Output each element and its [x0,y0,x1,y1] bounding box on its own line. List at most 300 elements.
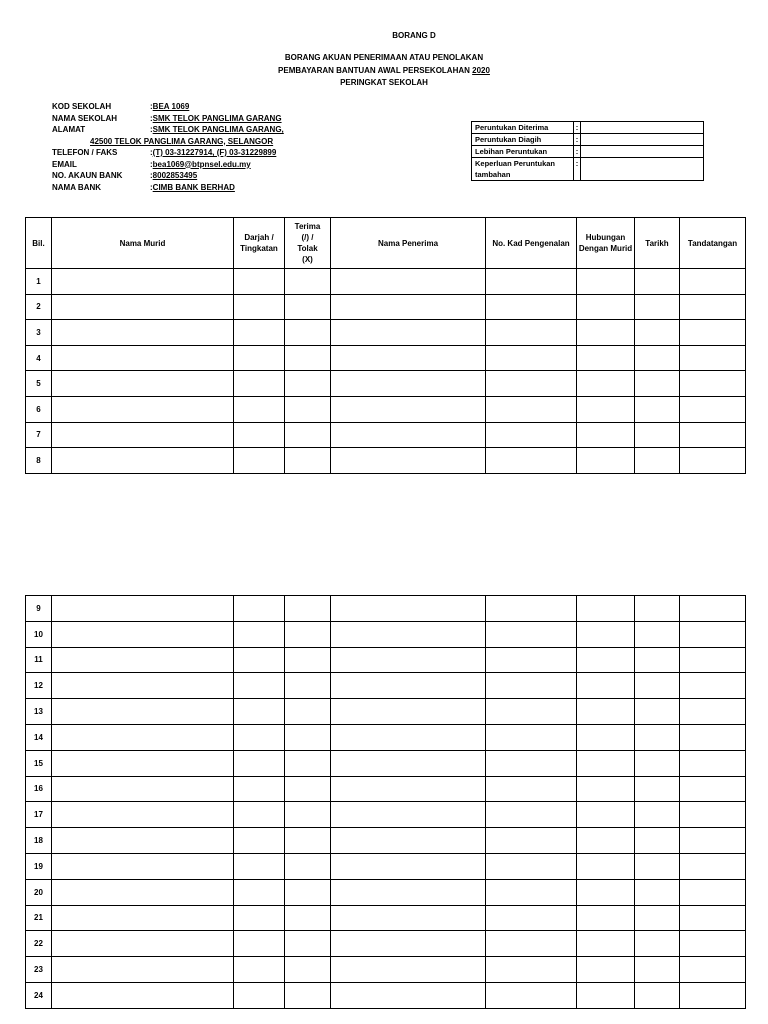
table-row [26,802,746,828]
cell-darjah[interactable] [234,673,285,699]
cell-kad-pengenalan[interactable] [486,853,577,879]
cell-hubungan[interactable] [577,294,635,320]
cell-kad-pengenalan[interactable] [486,802,577,828]
cell-bil: 11 [26,647,52,673]
cell-tandatangan[interactable] [680,982,746,1008]
cell-darjah[interactable] [234,345,285,371]
cell-kad-pengenalan[interactable] [486,724,577,750]
school-info-label: ALAMAT [52,125,86,134]
cell-bil: 21 [26,905,52,931]
cell-terima-tolak[interactable] [285,371,331,397]
cell-nama-murid[interactable] [52,621,234,647]
cell-hubungan[interactable] [577,776,635,802]
school-info-row [52,170,284,182]
cell-tandatangan[interactable] [680,647,746,673]
cell-hubungan[interactable] [577,699,635,725]
allocation-label: Keperluan Peruntukan tambahan [472,158,574,181]
cell-kad-pengenalan[interactable] [486,596,577,622]
cell-nama-murid[interactable] [52,776,234,802]
cell-kad-pengenalan[interactable] [486,269,577,295]
cell-kad-pengenalan[interactable] [486,957,577,983]
cell-hubungan[interactable] [577,957,635,983]
cell-kad-pengenalan[interactable] [486,982,577,1008]
cell-tandatangan[interactable] [680,828,746,854]
cell-darjah[interactable] [234,957,285,983]
allocation-colon: : [574,158,581,181]
cell-nama-murid[interactable] [52,396,234,422]
cell-hubungan[interactable] [577,750,635,776]
cell-tarikh[interactable] [635,724,680,750]
allocation-row [472,146,704,158]
cell-terima-tolak[interactable] [285,699,331,725]
cell-kad-pengenalan[interactable] [486,905,577,931]
allocation-row [472,134,704,146]
cell-tandatangan[interactable] [680,905,746,931]
cell-terima-tolak[interactable] [285,724,331,750]
cell-kad-pengenalan[interactable] [486,621,577,647]
cell-kad-pengenalan[interactable] [486,294,577,320]
cell-tandatangan[interactable] [680,345,746,371]
cell-hubungan[interactable] [577,621,635,647]
cell-kad-pengenalan[interactable] [486,750,577,776]
cell-kad-pengenalan[interactable] [486,699,577,725]
cell-kad-pengenalan[interactable] [486,879,577,905]
table-header-row [26,218,746,269]
cell-terima-tolak[interactable] [285,673,331,699]
cell-nama-murid[interactable] [52,750,234,776]
recipient-table-page1 [25,217,746,474]
school-info-separator: : [150,171,153,180]
cell-terima-tolak[interactable] [285,905,331,931]
allocation-row [472,158,704,181]
cell-terima-tolak[interactable] [285,647,331,673]
cell-tarikh[interactable] [635,802,680,828]
cell-hubungan[interactable] [577,802,635,828]
column-header: Terima (/) / Tolak (X) [285,218,331,269]
cell-terima-tolak[interactable] [285,621,331,647]
cell-nama-murid[interactable] [52,724,234,750]
cell-nama-murid[interactable] [52,269,234,295]
table-row [26,396,746,422]
cell-bil: 5 [26,371,52,397]
cell-hubungan[interactable] [577,931,635,957]
cell-nama-penerima[interactable] [331,750,486,776]
cell-nama-penerima[interactable] [331,647,486,673]
cell-tandatangan[interactable] [680,320,746,346]
table-row [26,957,746,983]
allocation-row [472,122,704,134]
allocation-label: Peruntukan Diterima [472,122,574,134]
cell-darjah[interactable] [234,853,285,879]
column-header: No. Kad Pengenalan [486,218,577,269]
table-row [26,371,746,397]
cell-terima-tolak[interactable] [285,294,331,320]
cell-hubungan[interactable] [577,673,635,699]
cell-kad-pengenalan[interactable] [486,673,577,699]
cell-nama-penerima[interactable] [331,396,486,422]
cell-tandatangan[interactable] [680,448,746,474]
cell-hubungan[interactable] [577,596,635,622]
cell-hubungan[interactable] [577,422,635,448]
cell-terima-tolak[interactable] [285,828,331,854]
allocation-value[interactable] [581,146,704,158]
cell-terima-tolak[interactable] [285,269,331,295]
cell-tandatangan[interactable] [680,853,746,879]
cell-bil: 18 [26,828,52,854]
cell-tandatangan[interactable] [680,269,746,295]
cell-bil: 8 [26,448,52,474]
cell-nama-murid[interactable] [52,647,234,673]
cell-tarikh[interactable] [635,828,680,854]
cell-hubungan[interactable] [577,879,635,905]
cell-nama-murid[interactable] [52,294,234,320]
cell-kad-pengenalan[interactable] [486,422,577,448]
cell-kad-pengenalan[interactable] [486,396,577,422]
form-title-year: 2020 [472,66,490,75]
cell-nama-penerima[interactable] [331,673,486,699]
cell-nama-murid[interactable] [52,879,234,905]
cell-darjah[interactable] [234,371,285,397]
cell-terima-tolak[interactable] [285,320,331,346]
cell-hubungan[interactable] [577,905,635,931]
table-row [26,673,746,699]
cell-hubungan[interactable] [577,269,635,295]
school-info-row [52,113,284,125]
school-info-separator: : [150,159,153,169]
cell-kad-pengenalan[interactable] [486,448,577,474]
cell-hubungan[interactable] [577,396,635,422]
allocation-value[interactable] [581,122,704,134]
cell-nama-murid[interactable] [52,957,234,983]
cell-bil: 7 [26,422,52,448]
cell-terima-tolak[interactable] [285,776,331,802]
cell-darjah[interactable] [234,931,285,957]
cell-nama-penerima[interactable] [331,448,486,474]
cell-terima-tolak[interactable] [285,596,331,622]
table-row [26,931,746,957]
cell-nama-murid[interactable] [52,802,234,828]
cell-terima-tolak[interactable] [285,750,331,776]
allocation-value[interactable] [581,134,704,146]
cell-terima-tolak[interactable] [285,422,331,448]
cell-darjah[interactable] [234,396,285,422]
cell-tarikh[interactable] [635,422,680,448]
cell-nama-penerima[interactable] [331,982,486,1008]
allocation-label: Peruntukan Diagih [472,134,574,146]
table-row [26,879,746,905]
cell-nama-penerima[interactable] [331,294,486,320]
cell-nama-penerima[interactable] [331,957,486,983]
allocation-value[interactable] [581,158,704,181]
cell-darjah[interactable] [234,982,285,1008]
table-row [26,750,746,776]
table-row [26,647,746,673]
cell-nama-murid[interactable] [52,982,234,1008]
cell-tarikh[interactable] [635,750,680,776]
cell-tandatangan[interactable] [680,621,746,647]
cell-kad-pengenalan[interactable] [486,776,577,802]
cell-tandatangan[interactable] [680,724,746,750]
school-info-value: bea1069@btpnsel.edu.my [152,159,251,169]
cell-terima-tolak[interactable] [285,982,331,1008]
cell-tarikh[interactable] [635,345,680,371]
school-info-separator: : [150,113,153,123]
cell-nama-murid[interactable] [52,345,234,371]
school-info-label: NO. AKAUN BANK [52,171,123,180]
cell-nama-murid[interactable] [52,320,234,346]
cell-darjah[interactable] [234,750,285,776]
cell-hubungan[interactable] [577,724,635,750]
cell-bil: 13 [26,699,52,725]
cell-darjah[interactable] [234,320,285,346]
cell-bil: 16 [26,776,52,802]
cell-darjah[interactable] [234,294,285,320]
table-row [26,621,746,647]
cell-terima-tolak[interactable] [285,853,331,879]
cell-nama-murid[interactable] [52,422,234,448]
cell-darjah[interactable] [234,776,285,802]
table-row [26,345,746,371]
cell-nama-penerima[interactable] [331,776,486,802]
cell-tandatangan[interactable] [680,802,746,828]
school-info-value: CIMB BANK BERHAD [152,182,235,192]
cell-hubungan[interactable] [577,345,635,371]
cell-tarikh[interactable] [635,776,680,802]
cell-tandatangan[interactable] [680,396,746,422]
allocation-label: Lebihan Peruntukan [472,146,574,158]
cell-tarikh[interactable] [635,396,680,422]
column-header: Hubungan Dengan Murid [577,218,635,269]
form-title-line3: PERINGKAT SEKOLAH [340,78,428,87]
allocation-colon: : [574,146,581,158]
cell-bil: 4 [26,345,52,371]
cell-terima-tolak[interactable] [285,802,331,828]
cell-nama-penerima[interactable] [331,853,486,879]
cell-nama-murid[interactable] [52,828,234,854]
cell-tandatangan[interactable] [680,699,746,725]
table-row [26,596,746,622]
cell-nama-murid[interactable] [52,931,234,957]
cell-tarikh[interactable] [635,931,680,957]
cell-bil: 1 [26,269,52,295]
cell-nama-murid[interactable] [52,448,234,474]
school-info-label: NAMA SEKOLAH [52,113,118,123]
school-info-value: BEA 1069 [152,102,190,111]
cell-bil: 23 [26,957,52,983]
cell-terima-tolak[interactable] [285,345,331,371]
school-info-value: SMK TELOK PANGLIMA GARANG, [152,125,284,134]
school-info-row [52,124,284,136]
table-row [26,853,746,879]
cell-tarikh[interactable] [635,621,680,647]
school-info-separator: : [150,125,153,134]
school-info-row [52,182,284,194]
cell-bil: 24 [26,982,52,1008]
cell-nama-penerima[interactable] [331,699,486,725]
school-info-value: 42500 TELOK PANGLIMA GARANG, SELANGOR [90,136,274,146]
school-info-row [52,136,284,148]
cell-bil: 6 [26,396,52,422]
cell-tandatangan[interactable] [680,294,746,320]
table-row [26,320,746,346]
cell-bil: 9 [26,596,52,622]
school-info-row [52,101,284,113]
form-title-line2-text: PEMBAYARAN BANTUAN AWAL PERSEKOLAHAN [278,66,473,75]
cell-nama-penerima[interactable] [331,371,486,397]
cell-tarikh[interactable] [635,673,680,699]
cell-terima-tolak[interactable] [285,957,331,983]
cell-nama-murid[interactable] [52,699,234,725]
school-info-value: (T) 03-31227914, (F) 03-31229899 [152,148,277,157]
column-header: Nama Penerima [331,218,486,269]
table-row [26,699,746,725]
cell-tandatangan[interactable] [680,957,746,983]
cell-tarikh[interactable] [635,982,680,1008]
cell-nama-penerima[interactable] [331,621,486,647]
cell-nama-murid[interactable] [52,853,234,879]
cell-tarikh[interactable] [635,371,680,397]
table-row [26,422,746,448]
cell-kad-pengenalan[interactable] [486,371,577,397]
cell-nama-penerima[interactable] [331,879,486,905]
cell-nama-penerima[interactable] [331,596,486,622]
school-info-value: SMK TELOK PANGLIMA GARANG [152,113,282,123]
cell-darjah[interactable] [234,422,285,448]
cell-nama-murid[interactable] [52,596,234,622]
recipient-table-page2 [25,595,746,1009]
school-info-label: EMAIL [52,159,77,169]
cell-kad-pengenalan[interactable] [486,931,577,957]
cell-bil: 19 [26,853,52,879]
cell-bil: 12 [26,673,52,699]
cell-darjah[interactable] [234,699,285,725]
cell-nama-penerima[interactable] [331,345,486,371]
cell-bil: 14 [26,724,52,750]
cell-tarikh[interactable] [635,596,680,622]
table-row [26,982,746,1008]
cell-hubungan[interactable] [577,647,635,673]
cell-tarikh[interactable] [635,448,680,474]
cell-kad-pengenalan[interactable] [486,828,577,854]
cell-terima-tolak[interactable] [285,931,331,957]
cell-tarikh[interactable] [635,294,680,320]
cell-darjah[interactable] [234,724,285,750]
cell-tarikh[interactable] [635,853,680,879]
form-code: BORANG D [392,31,436,40]
school-info-separator: : [150,102,153,111]
cell-tarikh[interactable] [635,647,680,673]
form-title-line2 [0,65,768,77]
school-info-row [52,159,284,171]
school-info-row [52,147,284,159]
cell-hubungan[interactable] [577,371,635,397]
cell-nama-penerima[interactable] [331,422,486,448]
column-header: Bil. [26,218,52,269]
cell-nama-penerima[interactable] [331,269,486,295]
cell-tandatangan[interactable] [680,371,746,397]
cell-nama-penerima[interactable] [331,724,486,750]
cell-hubungan[interactable] [577,828,635,854]
cell-bil: 10 [26,621,52,647]
cell-darjah[interactable] [234,621,285,647]
allocation-colon: : [574,122,581,134]
cell-nama-penerima[interactable] [331,320,486,346]
cell-nama-penerima[interactable] [331,931,486,957]
cell-tarikh[interactable] [635,957,680,983]
cell-kad-pengenalan[interactable] [486,320,577,346]
school-info [52,101,284,193]
cell-bil: 3 [26,320,52,346]
cell-darjah[interactable] [234,647,285,673]
allocation-colon: : [574,134,581,146]
school-info-label: KOD SEKOLAH [52,102,112,111]
cell-tarikh[interactable] [635,905,680,931]
cell-terima-tolak[interactable] [285,879,331,905]
cell-terima-tolak[interactable] [285,448,331,474]
cell-hubungan[interactable] [577,853,635,879]
cell-darjah[interactable] [234,269,285,295]
table-row [26,269,746,295]
table-row [26,724,746,750]
cell-terima-tolak[interactable] [285,396,331,422]
cell-darjah[interactable] [234,596,285,622]
cell-tandatangan[interactable] [680,879,746,905]
cell-nama-penerima[interactable] [331,905,486,931]
school-info-label: NAMA BANK [52,182,102,192]
cell-darjah[interactable] [234,802,285,828]
column-header: Darjah / Tingkatan [234,218,285,269]
cell-nama-penerima[interactable] [331,802,486,828]
cell-hubungan[interactable] [577,448,635,474]
cell-darjah[interactable] [234,828,285,854]
cell-hubungan[interactable] [577,982,635,1008]
column-header: Tarikh [635,218,680,269]
cell-nama-murid[interactable] [52,905,234,931]
cell-hubungan[interactable] [577,320,635,346]
cell-tandatangan[interactable] [680,750,746,776]
cell-bil: 2 [26,294,52,320]
cell-tarikh[interactable] [635,320,680,346]
cell-tandatangan[interactable] [680,931,746,957]
allocation-table [471,121,704,181]
cell-bil: 20 [26,879,52,905]
cell-darjah[interactable] [234,905,285,931]
column-header: Nama Murid [52,218,234,269]
school-info-separator: : [150,182,153,192]
cell-tarikh[interactable] [635,699,680,725]
cell-tandatangan[interactable] [680,673,746,699]
table-row [26,294,746,320]
column-header: Tandatangan [680,218,746,269]
cell-nama-penerima[interactable] [331,828,486,854]
cell-nama-murid[interactable] [52,371,234,397]
cell-darjah[interactable] [234,448,285,474]
cell-darjah[interactable] [234,879,285,905]
table-row [26,905,746,931]
table-row [26,828,746,854]
cell-nama-murid[interactable] [52,673,234,699]
cell-tarikh[interactable] [635,269,680,295]
form-title-line1: BORANG AKUAN PENERIMAAN ATAU PENOLAKAN [284,53,484,62]
cell-tandatangan[interactable] [680,422,746,448]
cell-tandatangan[interactable] [680,776,746,802]
cell-bil: 22 [26,931,52,957]
table-row [26,776,746,802]
cell-kad-pengenalan[interactable] [486,647,577,673]
cell-tandatangan[interactable] [680,596,746,622]
cell-tarikh[interactable] [635,879,680,905]
cell-kad-pengenalan[interactable] [486,345,577,371]
